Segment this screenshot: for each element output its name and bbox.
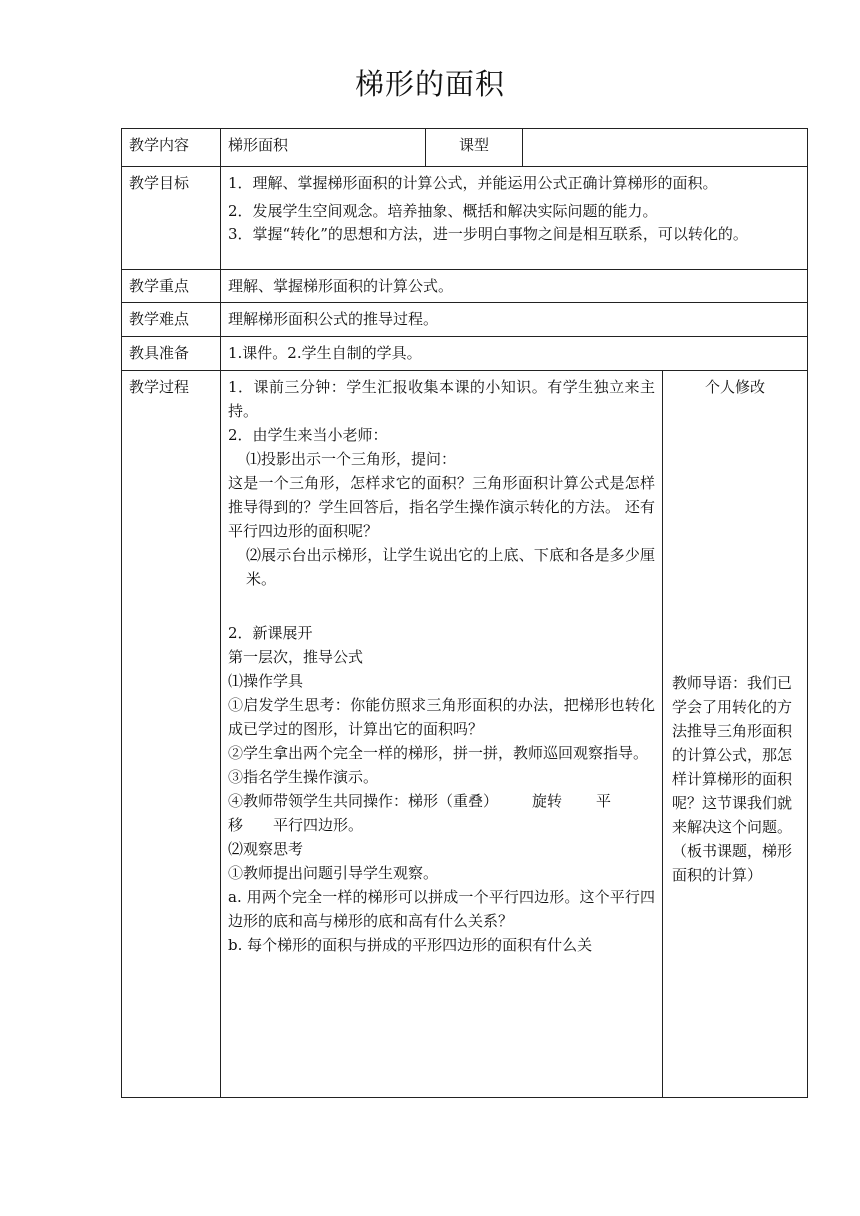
blank-line (228, 591, 655, 621)
process-paragraph: ⑵观察思考 (228, 840, 304, 858)
prep-value: 1.课件。2.学生自制的学具。 (221, 337, 808, 371)
process-label: 教学过程 (122, 371, 221, 1098)
process-body (221, 371, 663, 1098)
type-value (523, 129, 808, 167)
lesson-plan-table (121, 128, 808, 1098)
goals-label: 教学目标 (122, 167, 221, 270)
process-paragraph: 1．课前三分钟：学生汇报收集本课的小知识。有学生独立来主持。 (228, 378, 655, 420)
row-goals (122, 167, 808, 270)
row-content (122, 129, 808, 167)
row-prep (122, 337, 808, 371)
row-difficulty (122, 303, 808, 337)
process-paragraph: ①教师提出问题引导学生观察。 (228, 864, 439, 882)
row-focus (122, 270, 808, 303)
process-paragraph: ⑴投影出示一个三角形，提问： (246, 450, 457, 468)
prep-label: 教具准备 (122, 337, 221, 371)
page-title: 梯形的面积 (354, 67, 505, 101)
process-paragraph: 2．新课展开 (228, 624, 313, 642)
teacher-note-text: （板书课题，梯形面积的计算） (672, 842, 793, 884)
operation-text: 移 (228, 816, 244, 834)
goal-item: 3．掌握“转化”的思想和方法，进一步明白事物之间是相互联系，可以转化的。 (228, 225, 748, 243)
process-paragraph: b. 每个梯形的面积与拼成的平形四边形的面积有什么关 (228, 936, 593, 954)
process-paragraph: 这是一个三角形，怎样求它的面积？三角形面积计算公式是怎样推导得到的？学生回答后，指名学生操作演示转化的方法。 还有平行四边形的面积呢？ (228, 474, 655, 540)
process-paragraph: a. 用两个完全一样的梯形可以拼成一个平行四边形。这个平行四边形的底和高与梯形的底和高有什么关系？ (228, 888, 655, 930)
teacher-note (670, 671, 800, 887)
process-paragraph: ⑴操作学具 (228, 672, 304, 690)
content-label: 教学内容 (122, 129, 221, 167)
focus-label: 教学重点 (122, 270, 221, 303)
process-paragraph: ①启发学生思考：你能仿照求三角形面积的办法，把梯形也转化成已学过的图形，计算出它的面积吗？ (228, 696, 655, 738)
process-paragraph: ②学生拿出两个完全一样的梯形，拼一拼，教师巡回观察指导。 (228, 744, 649, 762)
difficulty-label: 教学难点 (122, 303, 221, 337)
focus-value: 理解、掌握梯形面积的计算公式。 (221, 270, 808, 303)
operation-text: 平 (596, 792, 612, 810)
type-label: 课型 (426, 129, 523, 167)
side-header: 个人修改 (704, 378, 765, 396)
process-paragraph: ③指名学生操作演示。 (228, 768, 379, 786)
teacher-note-text: 教师导语：我们已学会了用转化的方法推导三角形面积的计算公式，那怎样计算梯形的面积呢？这节课我们就来解决这个问题。 (672, 674, 793, 836)
personal-notes-column (663, 371, 808, 1098)
row-process (122, 371, 808, 1098)
content-value: 梯形面积 (221, 129, 426, 167)
goals-cell (221, 167, 808, 270)
operation-text: 平行四边形。 (273, 816, 364, 834)
operation-text: ④教师带领学生共同操作：梯形（重叠） (228, 792, 499, 810)
goal-item: 2．发展学生空间观念。培养抽象、概括和解决实际问题的能力。 (228, 202, 658, 220)
process-paragraph: 第一层次，推导公式 (228, 648, 364, 666)
process-paragraph (228, 789, 655, 837)
operation-text: 旋转 (532, 792, 563, 810)
difficulty-value: 理解梯形面积公式的推导过程。 (221, 303, 808, 337)
goal-item: 1．理解、掌握梯形面积的计算公式，并能运用公式正确计算梯形的面积。 (228, 174, 718, 192)
process-paragraph: ⑵展示台出示梯形，让学生说出它的上底、下底和各是多少厘米。 (246, 546, 655, 588)
process-paragraph: 2．由学生来当小老师： (228, 426, 388, 444)
